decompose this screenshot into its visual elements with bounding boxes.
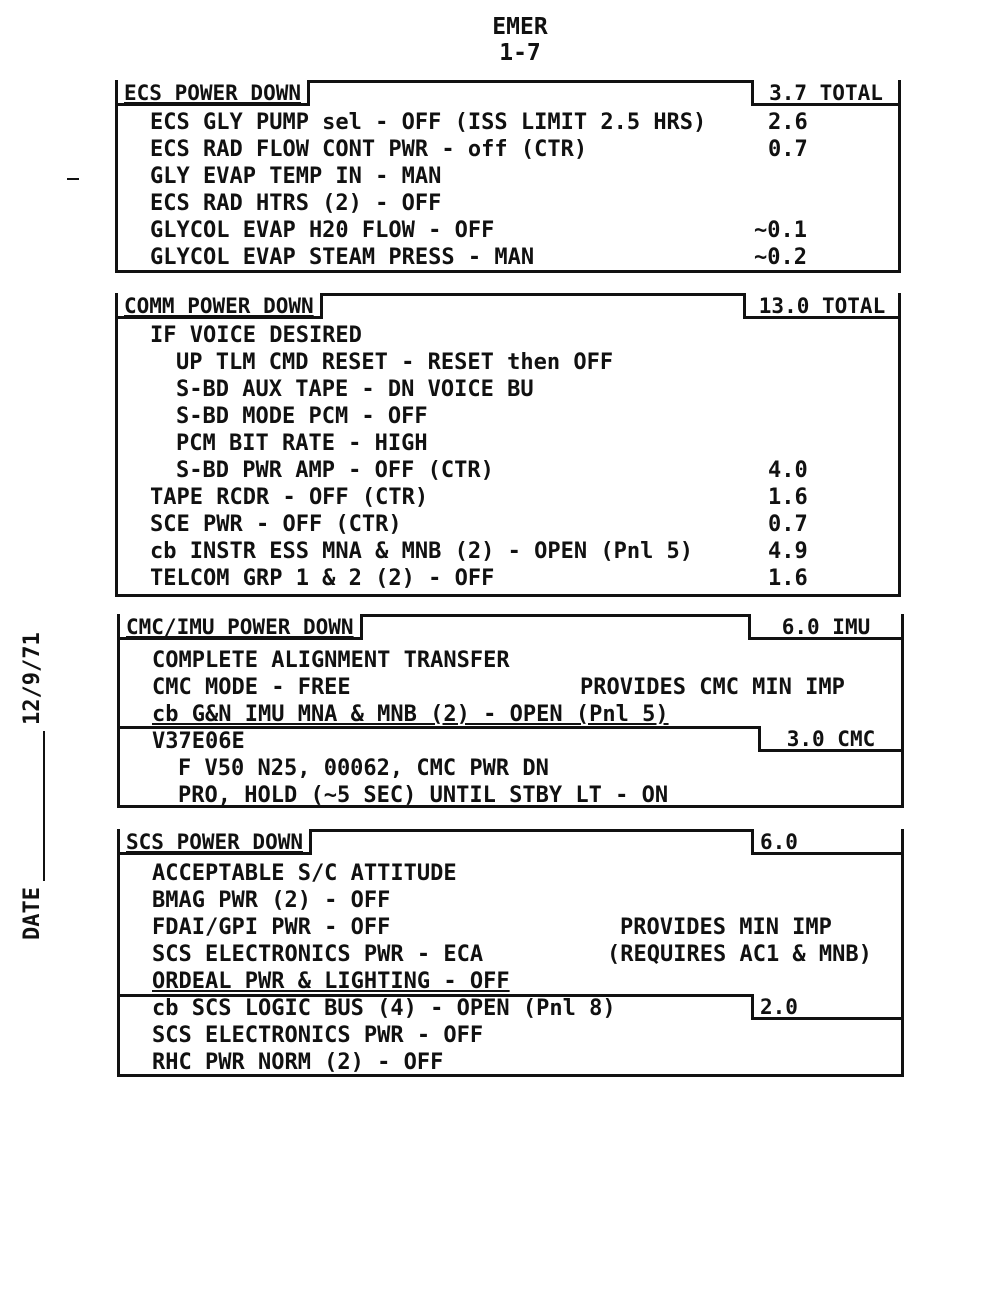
cmc-line: cb G&N IMU MNA & MNB (2) - OPEN (Pnl 5) [152,702,669,727]
ecs-line: GLYCOL EVAP STEAM PRESS - MAN [150,245,535,270]
comm-value: 0.7 [768,512,808,537]
date-label: DATE [20,887,45,940]
cmc-imu-power-down-block [117,614,904,808]
ecs-total: 3.7 TOTAL [751,80,901,106]
ecs-line: GLYCOL EVAP H20 FLOW - OFF [150,218,495,243]
comm-value: 1.6 [768,485,808,510]
scs-sub-total: 2.0 [751,994,904,1020]
comm-line: S-BD AUX TAPE - DN VOICE BU [176,377,534,402]
comm-title: COMM POWER DOWN [115,293,323,319]
scs-line: ORDEAL PWR & LIGHTING - OFF [152,969,510,994]
comm-value: 4.9 [768,539,808,564]
scs-line: ACCEPTABLE S/C ATTITUDE [152,861,457,886]
comm-value: 4.0 [768,458,808,483]
scs-sub-line: SCS ELECTRONICS PWR - OFF [152,1023,484,1048]
ecs-line: ECS RAD HTRS (2) - OFF [150,191,442,216]
cmc-sub-line: PRO, HOLD (~5 SEC) UNTIL STBY LT - ON [178,783,669,808]
ecs-line: ECS GLY PUMP sel - OFF (ISS LIMIT 2.5 HRS) [150,110,707,135]
scs-note: (REQUIRES AC1 & MNB) [607,942,872,967]
cmc-sub-total: 3.0 CMC [758,726,904,752]
scs-title: SCS POWER DOWN [117,829,312,855]
comm-line: cb INSTR ESS MNA & MNB (2) - OPEN (Pnl 5) [150,539,694,564]
cmc-note: PROVIDES CMC MIN IMP [580,675,845,700]
ecs-power-down-block [115,80,901,273]
cmc-sub-line: F V50 N25, 00062, CMC PWR DN [178,756,549,781]
cmc-imu-total: 6.0 IMU [748,614,904,640]
comm-line: UP TLM CMD RESET - RESET then OFF [176,350,614,375]
scs-note: PROVIDES MIN IMP [620,915,832,940]
cmc-line: CMC MODE - FREE [152,675,351,700]
comm-line: S-BD PWR AMP - OFF (CTR) [176,458,494,483]
scs-line: SCS ELECTRONICS PWR - ECA [152,942,484,967]
ecs-value: 2.6 [768,110,808,135]
ecs-title: ECS POWER DOWN [115,80,310,106]
date-rule [21,731,45,881]
ecs-value: ~0.1 [754,218,807,243]
comm-line: S-BD MODE PCM - OFF [176,404,428,429]
scs-line: BMAG PWR (2) - OFF [152,888,391,913]
cmc-sub-line: V37E06E [152,729,245,754]
ecs-value: 0.7 [768,137,808,162]
comm-line: TELCOM GRP 1 & 2 (2) - OFF [150,566,495,591]
header-line-2: 1-7 [499,40,541,66]
comm-line: IF VOICE DESIRED [150,323,362,348]
header-line-1: EMER [492,14,548,40]
comm-line: PCM BIT RATE - HIGH [176,431,428,456]
scs-sub-line: RHC PWR NORM (2) - OFF [152,1050,444,1075]
ecs-value: ~0.2 [754,245,807,270]
comm-line: SCE PWR - OFF (CTR) [150,512,402,537]
scs-sub-line: cb SCS LOGIC BUS (4) - OPEN (Pnl 8) [152,996,616,1021]
cmc-line: COMPLETE ALIGNMENT TRANSFER [152,648,510,673]
margin-mark [67,178,79,180]
cmc-title: CMC/IMU POWER DOWN [117,614,363,640]
scs-line: FDAI/GPI PWR - OFF [152,915,391,940]
comm-power-down-block [115,293,901,597]
ecs-line: ECS RAD FLOW CONT PWR - off (CTR) [150,137,588,162]
scs-total: 6.0 [751,829,904,855]
comm-value: 1.6 [768,566,808,591]
comm-line: TAPE RCDR - OFF (CTR) [150,485,429,510]
comm-total: 13.0 TOTAL [743,293,901,319]
page-header [440,14,600,66]
date-stamp [20,632,45,940]
scs-power-down-block [117,829,904,1077]
ecs-line: GLY EVAP TEMP IN - MAN [150,164,442,189]
date-value: 12/9/71 [20,632,45,726]
